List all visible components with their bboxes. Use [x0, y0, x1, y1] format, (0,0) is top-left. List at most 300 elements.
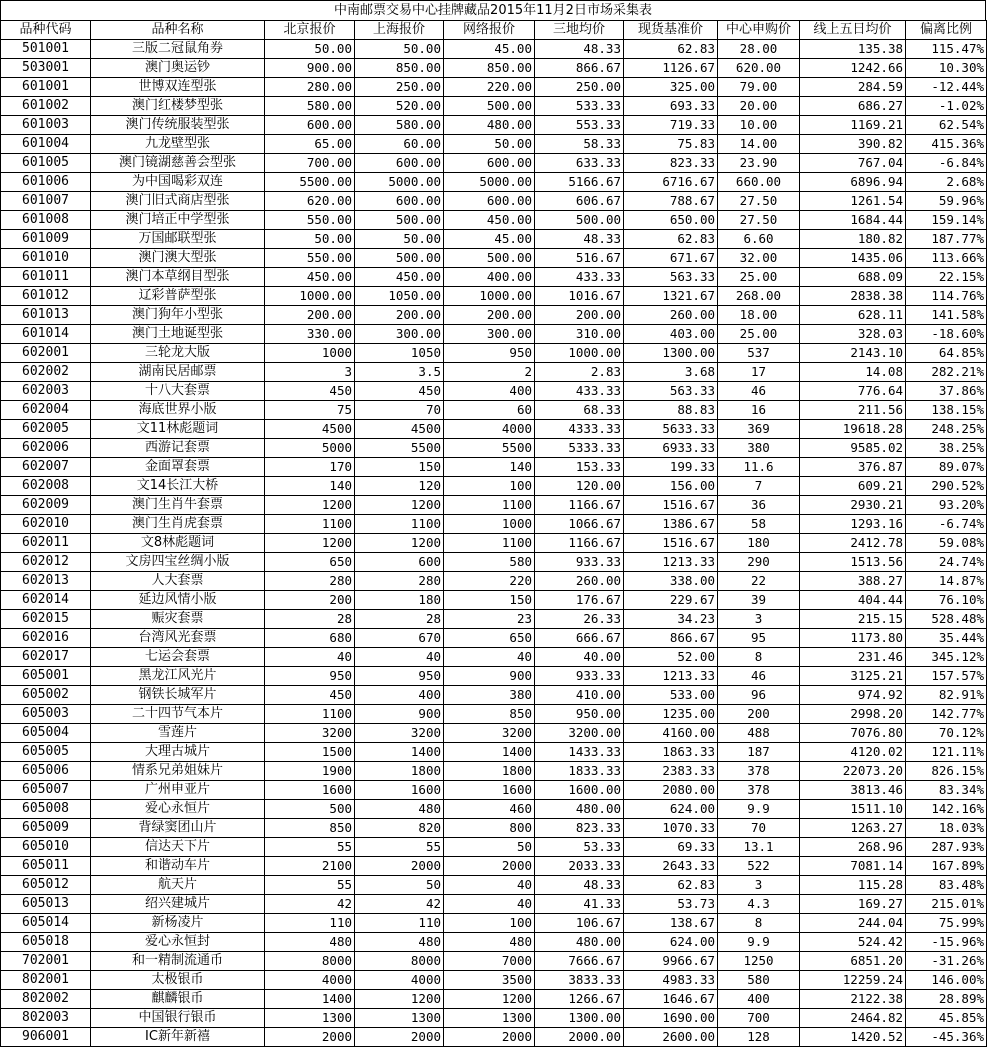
value-cell: 45.00 — [444, 40, 535, 59]
value-cell: 211.56 — [800, 401, 906, 420]
value-cell: 284.59 — [800, 78, 906, 97]
value-cell: 1386.67 — [624, 515, 718, 534]
value-cell: 624.00 — [624, 800, 718, 819]
value-cell: 1321.67 — [624, 287, 718, 306]
value-cell: 37.86% — [906, 382, 987, 401]
value-cell: 1261.54 — [800, 192, 906, 211]
code-cell: 802001 — [1, 971, 91, 990]
value-cell: 142.16% — [906, 800, 987, 819]
value-cell: 1250 — [718, 952, 800, 971]
value-cell: 800 — [444, 819, 535, 838]
table-row — [1, 857, 987, 876]
value-cell: 1100 — [355, 515, 444, 534]
header-row — [1, 21, 987, 40]
value-cell: 9585.02 — [800, 439, 906, 458]
table-row — [1, 211, 987, 230]
value-cell: 460 — [444, 800, 535, 819]
code-cell: 602008 — [1, 477, 91, 496]
name-cell: 澳门生肖虎套票 — [91, 515, 265, 534]
value-cell: 2000 — [444, 857, 535, 876]
value-cell: 9966.67 — [624, 952, 718, 971]
table-row — [1, 420, 987, 439]
value-cell: 4500 — [265, 420, 355, 439]
value-cell: 6716.67 — [624, 173, 718, 192]
table-row — [1, 78, 987, 97]
value-cell: 169.27 — [800, 895, 906, 914]
name-cell: IC新年新禧 — [91, 1028, 265, 1047]
name-cell: 大理古城片 — [91, 743, 265, 762]
value-cell: 900 — [444, 667, 535, 686]
value-cell: 1000 — [265, 344, 355, 363]
value-cell: 433.33 — [535, 268, 624, 287]
value-cell: 767.04 — [800, 154, 906, 173]
name-cell: 辽彩普萨型张 — [91, 287, 265, 306]
name-cell: 澳门生肖牛套票 — [91, 496, 265, 515]
value-cell: 268.96 — [800, 838, 906, 857]
value-cell: 1050.00 — [355, 287, 444, 306]
code-cell: 605013 — [1, 895, 91, 914]
value-cell: 187 — [718, 743, 800, 762]
value-cell: 2.83 — [535, 363, 624, 382]
value-cell: 50.00 — [355, 40, 444, 59]
value-cell: 280.00 — [265, 78, 355, 97]
table-row — [1, 553, 987, 572]
value-cell: 480 — [265, 933, 355, 952]
table-row — [1, 762, 987, 781]
value-cell: 110 — [265, 914, 355, 933]
value-cell: 6.60 — [718, 230, 800, 249]
value-cell: 1200 — [355, 496, 444, 515]
value-cell: 70 — [718, 819, 800, 838]
name-cell: 背绿窦团山片 — [91, 819, 265, 838]
value-cell: 1066.67 — [535, 515, 624, 534]
value-cell: 719.33 — [624, 116, 718, 135]
value-cell: 27.50 — [718, 211, 800, 230]
value-cell: 1016.67 — [535, 287, 624, 306]
value-cell: -45.36% — [906, 1028, 987, 1047]
value-cell: 280 — [265, 572, 355, 591]
name-cell: 麒麟银币 — [91, 990, 265, 1009]
code-cell: 605002 — [1, 686, 91, 705]
value-cell: 1293.16 — [800, 515, 906, 534]
value-cell: 1100 — [444, 534, 535, 553]
value-cell: 69.33 — [624, 838, 718, 857]
value-cell: 620.00 — [718, 59, 800, 78]
table-row — [1, 781, 987, 800]
value-cell: 400 — [355, 686, 444, 705]
value-cell: 68.33 — [535, 401, 624, 420]
name-cell: 澳门红楼梦型张 — [91, 97, 265, 116]
value-cell: 1400 — [355, 743, 444, 762]
value-cell: 1863.33 — [624, 743, 718, 762]
value-cell: 693.33 — [624, 97, 718, 116]
value-cell: 8000 — [355, 952, 444, 971]
value-cell: 378 — [718, 762, 800, 781]
value-cell: 229.67 — [624, 591, 718, 610]
code-cell: 601005 — [1, 154, 91, 173]
value-cell: 2000.00 — [535, 1028, 624, 1047]
table-row — [1, 59, 987, 78]
table-row — [1, 819, 987, 838]
value-cell: 533.00 — [624, 686, 718, 705]
value-cell: 1166.67 — [535, 534, 624, 553]
value-cell: 50 — [355, 876, 444, 895]
value-cell: 633.33 — [535, 154, 624, 173]
value-cell: 138.67 — [624, 914, 718, 933]
value-cell: 480.00 — [535, 933, 624, 952]
value-cell: 1000.00 — [444, 287, 535, 306]
value-cell: 1200 — [444, 990, 535, 1009]
value-cell: -1.02% — [906, 97, 987, 116]
code-cell: 605012 — [1, 876, 91, 895]
table-row — [1, 1009, 987, 1028]
value-cell: 900.00 — [265, 59, 355, 78]
value-cell: 609.21 — [800, 477, 906, 496]
value-cell: 40 — [444, 876, 535, 895]
name-cell: 三版二冠鼠角券 — [91, 40, 265, 59]
value-cell: 369 — [718, 420, 800, 439]
value-cell: 2000 — [444, 1028, 535, 1047]
value-cell: 260.00 — [624, 306, 718, 325]
value-cell: 287.93% — [906, 838, 987, 857]
code-cell: 602004 — [1, 401, 91, 420]
value-cell: 79.00 — [718, 78, 800, 97]
code-cell: 605018 — [1, 933, 91, 952]
value-cell: 114.76% — [906, 287, 987, 306]
value-cell: 380 — [444, 686, 535, 705]
value-cell: 199.33 — [624, 458, 718, 477]
name-cell: 世博双连型张 — [91, 78, 265, 97]
value-cell: 76.10% — [906, 591, 987, 610]
code-cell: 605001 — [1, 667, 91, 686]
code-cell: 601003 — [1, 116, 91, 135]
code-cell: 702001 — [1, 952, 91, 971]
value-cell: 150 — [444, 591, 535, 610]
value-cell: 6851.20 — [800, 952, 906, 971]
value-cell: 480 — [444, 933, 535, 952]
value-cell: 660.00 — [718, 173, 800, 192]
value-cell: 500.00 — [535, 211, 624, 230]
value-cell: 62.83 — [624, 230, 718, 249]
value-cell: 14.00 — [718, 135, 800, 154]
value-cell: 220 — [444, 572, 535, 591]
value-cell: 187.77% — [906, 230, 987, 249]
value-cell: 55 — [265, 876, 355, 895]
value-cell: 1266.67 — [535, 990, 624, 1009]
value-cell: 19618.28 — [800, 420, 906, 439]
value-cell: 500.00 — [355, 211, 444, 230]
table-row — [1, 306, 987, 325]
code-cell: 605005 — [1, 743, 91, 762]
value-cell: 89.07% — [906, 458, 987, 477]
value-cell: 3 — [718, 876, 800, 895]
code-cell: 602010 — [1, 515, 91, 534]
value-cell: 41.33 — [535, 895, 624, 914]
value-cell: 200.00 — [444, 306, 535, 325]
code-cell: 601002 — [1, 97, 91, 116]
name-cell: 情系兄弟姐妹片 — [91, 762, 265, 781]
value-cell: 4000 — [265, 971, 355, 990]
value-cell: 1833.33 — [535, 762, 624, 781]
value-cell: 34.23 — [624, 610, 718, 629]
value-cell: 200.00 — [355, 306, 444, 325]
value-cell: -12.44% — [906, 78, 987, 97]
value-cell: 58.33 — [535, 135, 624, 154]
value-cell: 23.90 — [718, 154, 800, 173]
value-cell: 110 — [355, 914, 444, 933]
value-cell: 268.00 — [718, 287, 800, 306]
value-cell: 167.89% — [906, 857, 987, 876]
table-row — [1, 249, 987, 268]
table-row — [1, 230, 987, 249]
code-cell: 906001 — [1, 1028, 91, 1047]
value-cell: 156.00 — [624, 477, 718, 496]
value-cell: 1173.80 — [800, 629, 906, 648]
header-cell: 现货基准价 — [624, 21, 718, 40]
name-cell: 绍兴建城片 — [91, 895, 265, 914]
value-cell: 50.00 — [444, 135, 535, 154]
table-row — [1, 401, 987, 420]
value-cell: 390.82 — [800, 135, 906, 154]
code-cell: 602012 — [1, 553, 91, 572]
value-cell: 3.5 — [355, 363, 444, 382]
value-cell: 2600.00 — [624, 1028, 718, 1047]
table-row — [1, 496, 987, 515]
value-cell: 141.58% — [906, 306, 987, 325]
value-cell: 24.74% — [906, 553, 987, 572]
name-cell: 新杨凌片 — [91, 914, 265, 933]
name-cell: 澳门本草纲目型张 — [91, 268, 265, 287]
price-table — [0, 20, 987, 1047]
value-cell: 22 — [718, 572, 800, 591]
value-cell: 1300 — [444, 1009, 535, 1028]
header-cell: 品种名称 — [91, 21, 265, 40]
value-cell: 60 — [444, 401, 535, 420]
code-cell: 601011 — [1, 268, 91, 287]
value-cell: 3500 — [444, 971, 535, 990]
value-cell: 1126.67 — [624, 59, 718, 78]
value-cell: 376.87 — [800, 458, 906, 477]
name-cell: 澳门狗年小型张 — [91, 306, 265, 325]
value-cell: 55 — [355, 838, 444, 857]
value-cell: 4500 — [355, 420, 444, 439]
value-cell: 310.00 — [535, 325, 624, 344]
name-cell: 澳门镜湖慈善会型张 — [91, 154, 265, 173]
table-row — [1, 154, 987, 173]
value-cell: 1516.67 — [624, 496, 718, 515]
table-row — [1, 610, 987, 629]
name-cell: 三轮龙大版 — [91, 344, 265, 363]
value-cell: 180 — [355, 591, 444, 610]
value-cell: 2643.33 — [624, 857, 718, 876]
value-cell: 776.64 — [800, 382, 906, 401]
value-cell: 1100 — [265, 515, 355, 534]
table-row — [1, 325, 987, 344]
value-cell: 28.89% — [906, 990, 987, 1009]
code-cell: 602006 — [1, 439, 91, 458]
name-cell: 雪莲片 — [91, 724, 265, 743]
value-cell: 450 — [265, 686, 355, 705]
value-cell: 10.00 — [718, 116, 800, 135]
value-cell: 40 — [444, 648, 535, 667]
value-cell: 1070.33 — [624, 819, 718, 838]
value-cell: 18.03% — [906, 819, 987, 838]
value-cell: 26.33 — [535, 610, 624, 629]
header-cell: 三地均价 — [535, 21, 624, 40]
value-cell: 115.47% — [906, 40, 987, 59]
value-cell: 150 — [355, 458, 444, 477]
value-cell: 620.00 — [265, 192, 355, 211]
value-cell: 950 — [444, 344, 535, 363]
value-cell: 1300.00 — [624, 344, 718, 363]
value-cell: 8000 — [265, 952, 355, 971]
table-row — [1, 629, 987, 648]
table-row — [1, 515, 987, 534]
value-cell: 2930.21 — [800, 496, 906, 515]
value-cell: 450.00 — [444, 211, 535, 230]
value-cell: 2.68% — [906, 173, 987, 192]
value-cell: 433.33 — [535, 382, 624, 401]
value-cell: 17 — [718, 363, 800, 382]
header-cell: 线上五日均价 — [800, 21, 906, 40]
table-row — [1, 382, 987, 401]
value-cell: 120 — [355, 477, 444, 496]
code-cell: 602011 — [1, 534, 91, 553]
value-cell: 48.33 — [535, 40, 624, 59]
value-cell: 688.09 — [800, 268, 906, 287]
name-cell: 延边风情小版 — [91, 591, 265, 610]
code-cell: 601008 — [1, 211, 91, 230]
value-cell: 400 — [444, 382, 535, 401]
value-cell: 18.00 — [718, 306, 800, 325]
value-cell: 106.67 — [535, 914, 624, 933]
value-cell: 300.00 — [444, 325, 535, 344]
table-row — [1, 287, 987, 306]
value-cell: 850.00 — [355, 59, 444, 78]
value-cell: 8 — [718, 648, 800, 667]
value-cell: 1263.27 — [800, 819, 906, 838]
value-cell: 700 — [718, 1009, 800, 1028]
value-cell: 9.9 — [718, 800, 800, 819]
value-cell: 39 — [718, 591, 800, 610]
value-cell: 4120.02 — [800, 743, 906, 762]
value-cell: 933.33 — [535, 553, 624, 572]
value-cell: 2143.10 — [800, 344, 906, 363]
value-cell: 1100 — [444, 496, 535, 515]
value-cell: 4.3 — [718, 895, 800, 914]
value-cell: 5333.33 — [535, 439, 624, 458]
value-cell: 1600 — [355, 781, 444, 800]
value-cell: 8 — [718, 914, 800, 933]
value-cell: 22.15% — [906, 268, 987, 287]
code-cell: 605006 — [1, 762, 91, 781]
value-cell: 290 — [718, 553, 800, 572]
value-cell: 1900 — [265, 762, 355, 781]
value-cell: 28 — [355, 610, 444, 629]
value-cell: 900 — [355, 705, 444, 724]
value-cell: 826.15% — [906, 762, 987, 781]
value-cell: 528.48% — [906, 610, 987, 629]
value-cell: 3200.00 — [535, 724, 624, 743]
value-cell: 50.00 — [265, 40, 355, 59]
value-cell: 83.34% — [906, 781, 987, 800]
value-cell: 36 — [718, 496, 800, 515]
code-cell: 501001 — [1, 40, 91, 59]
value-cell: 1300 — [265, 1009, 355, 1028]
value-cell: 142.77% — [906, 705, 987, 724]
name-cell: 万国邮联型张 — [91, 230, 265, 249]
value-cell: 500.00 — [355, 249, 444, 268]
name-cell: 为中国喝彩双连 — [91, 173, 265, 192]
value-cell: 7081.14 — [800, 857, 906, 876]
code-cell: 602003 — [1, 382, 91, 401]
value-cell: 146.00% — [906, 971, 987, 990]
header-cell: 中心申购价 — [718, 21, 800, 40]
name-cell: 广州申亚片 — [91, 781, 265, 800]
value-cell: 7 — [718, 477, 800, 496]
value-cell: 215.15 — [800, 610, 906, 629]
value-cell: 1800 — [355, 762, 444, 781]
value-cell: 3200 — [444, 724, 535, 743]
value-cell: 180 — [718, 534, 800, 553]
value-cell: 580.00 — [355, 116, 444, 135]
value-cell: 1200 — [265, 496, 355, 515]
value-cell: 231.46 — [800, 648, 906, 667]
value-cell: 1200 — [355, 534, 444, 553]
value-cell: 4333.33 — [535, 420, 624, 439]
value-cell: 550.00 — [265, 249, 355, 268]
code-cell: 602001 — [1, 344, 91, 363]
value-cell: 4160.00 — [624, 724, 718, 743]
value-cell: 153.33 — [535, 458, 624, 477]
value-cell: 1050 — [355, 344, 444, 363]
value-cell: 345.12% — [906, 648, 987, 667]
value-cell: 410.00 — [535, 686, 624, 705]
value-cell: 524.42 — [800, 933, 906, 952]
code-cell: 601004 — [1, 135, 91, 154]
value-cell: 260.00 — [535, 572, 624, 591]
value-cell: 3125.21 — [800, 667, 906, 686]
value-cell: 3 — [265, 363, 355, 382]
name-cell: 和一精制流通币 — [91, 952, 265, 971]
table-row — [1, 268, 987, 287]
value-cell: 25.00 — [718, 325, 800, 344]
value-cell: 600.00 — [355, 154, 444, 173]
code-cell: 802002 — [1, 990, 91, 1009]
value-cell: 1213.33 — [624, 553, 718, 572]
table-row — [1, 40, 987, 59]
value-cell: 38.25% — [906, 439, 987, 458]
header-cell: 网络报价 — [444, 21, 535, 40]
value-cell: 248.25% — [906, 420, 987, 439]
code-cell: 605003 — [1, 705, 91, 724]
code-cell: 605008 — [1, 800, 91, 819]
table-row — [1, 743, 987, 762]
value-cell: 1500 — [265, 743, 355, 762]
value-cell: 1684.44 — [800, 211, 906, 230]
table-row — [1, 686, 987, 705]
value-cell: 1300.00 — [535, 1009, 624, 1028]
table-row — [1, 116, 987, 135]
name-cell: 澳门传统服装型张 — [91, 116, 265, 135]
value-cell: 1000 — [444, 515, 535, 534]
value-cell: 974.92 — [800, 686, 906, 705]
value-cell: 1433.33 — [535, 743, 624, 762]
value-cell: 606.67 — [535, 192, 624, 211]
value-cell: 59.08% — [906, 534, 987, 553]
value-cell: 2033.33 — [535, 857, 624, 876]
value-cell: 325.00 — [624, 78, 718, 97]
